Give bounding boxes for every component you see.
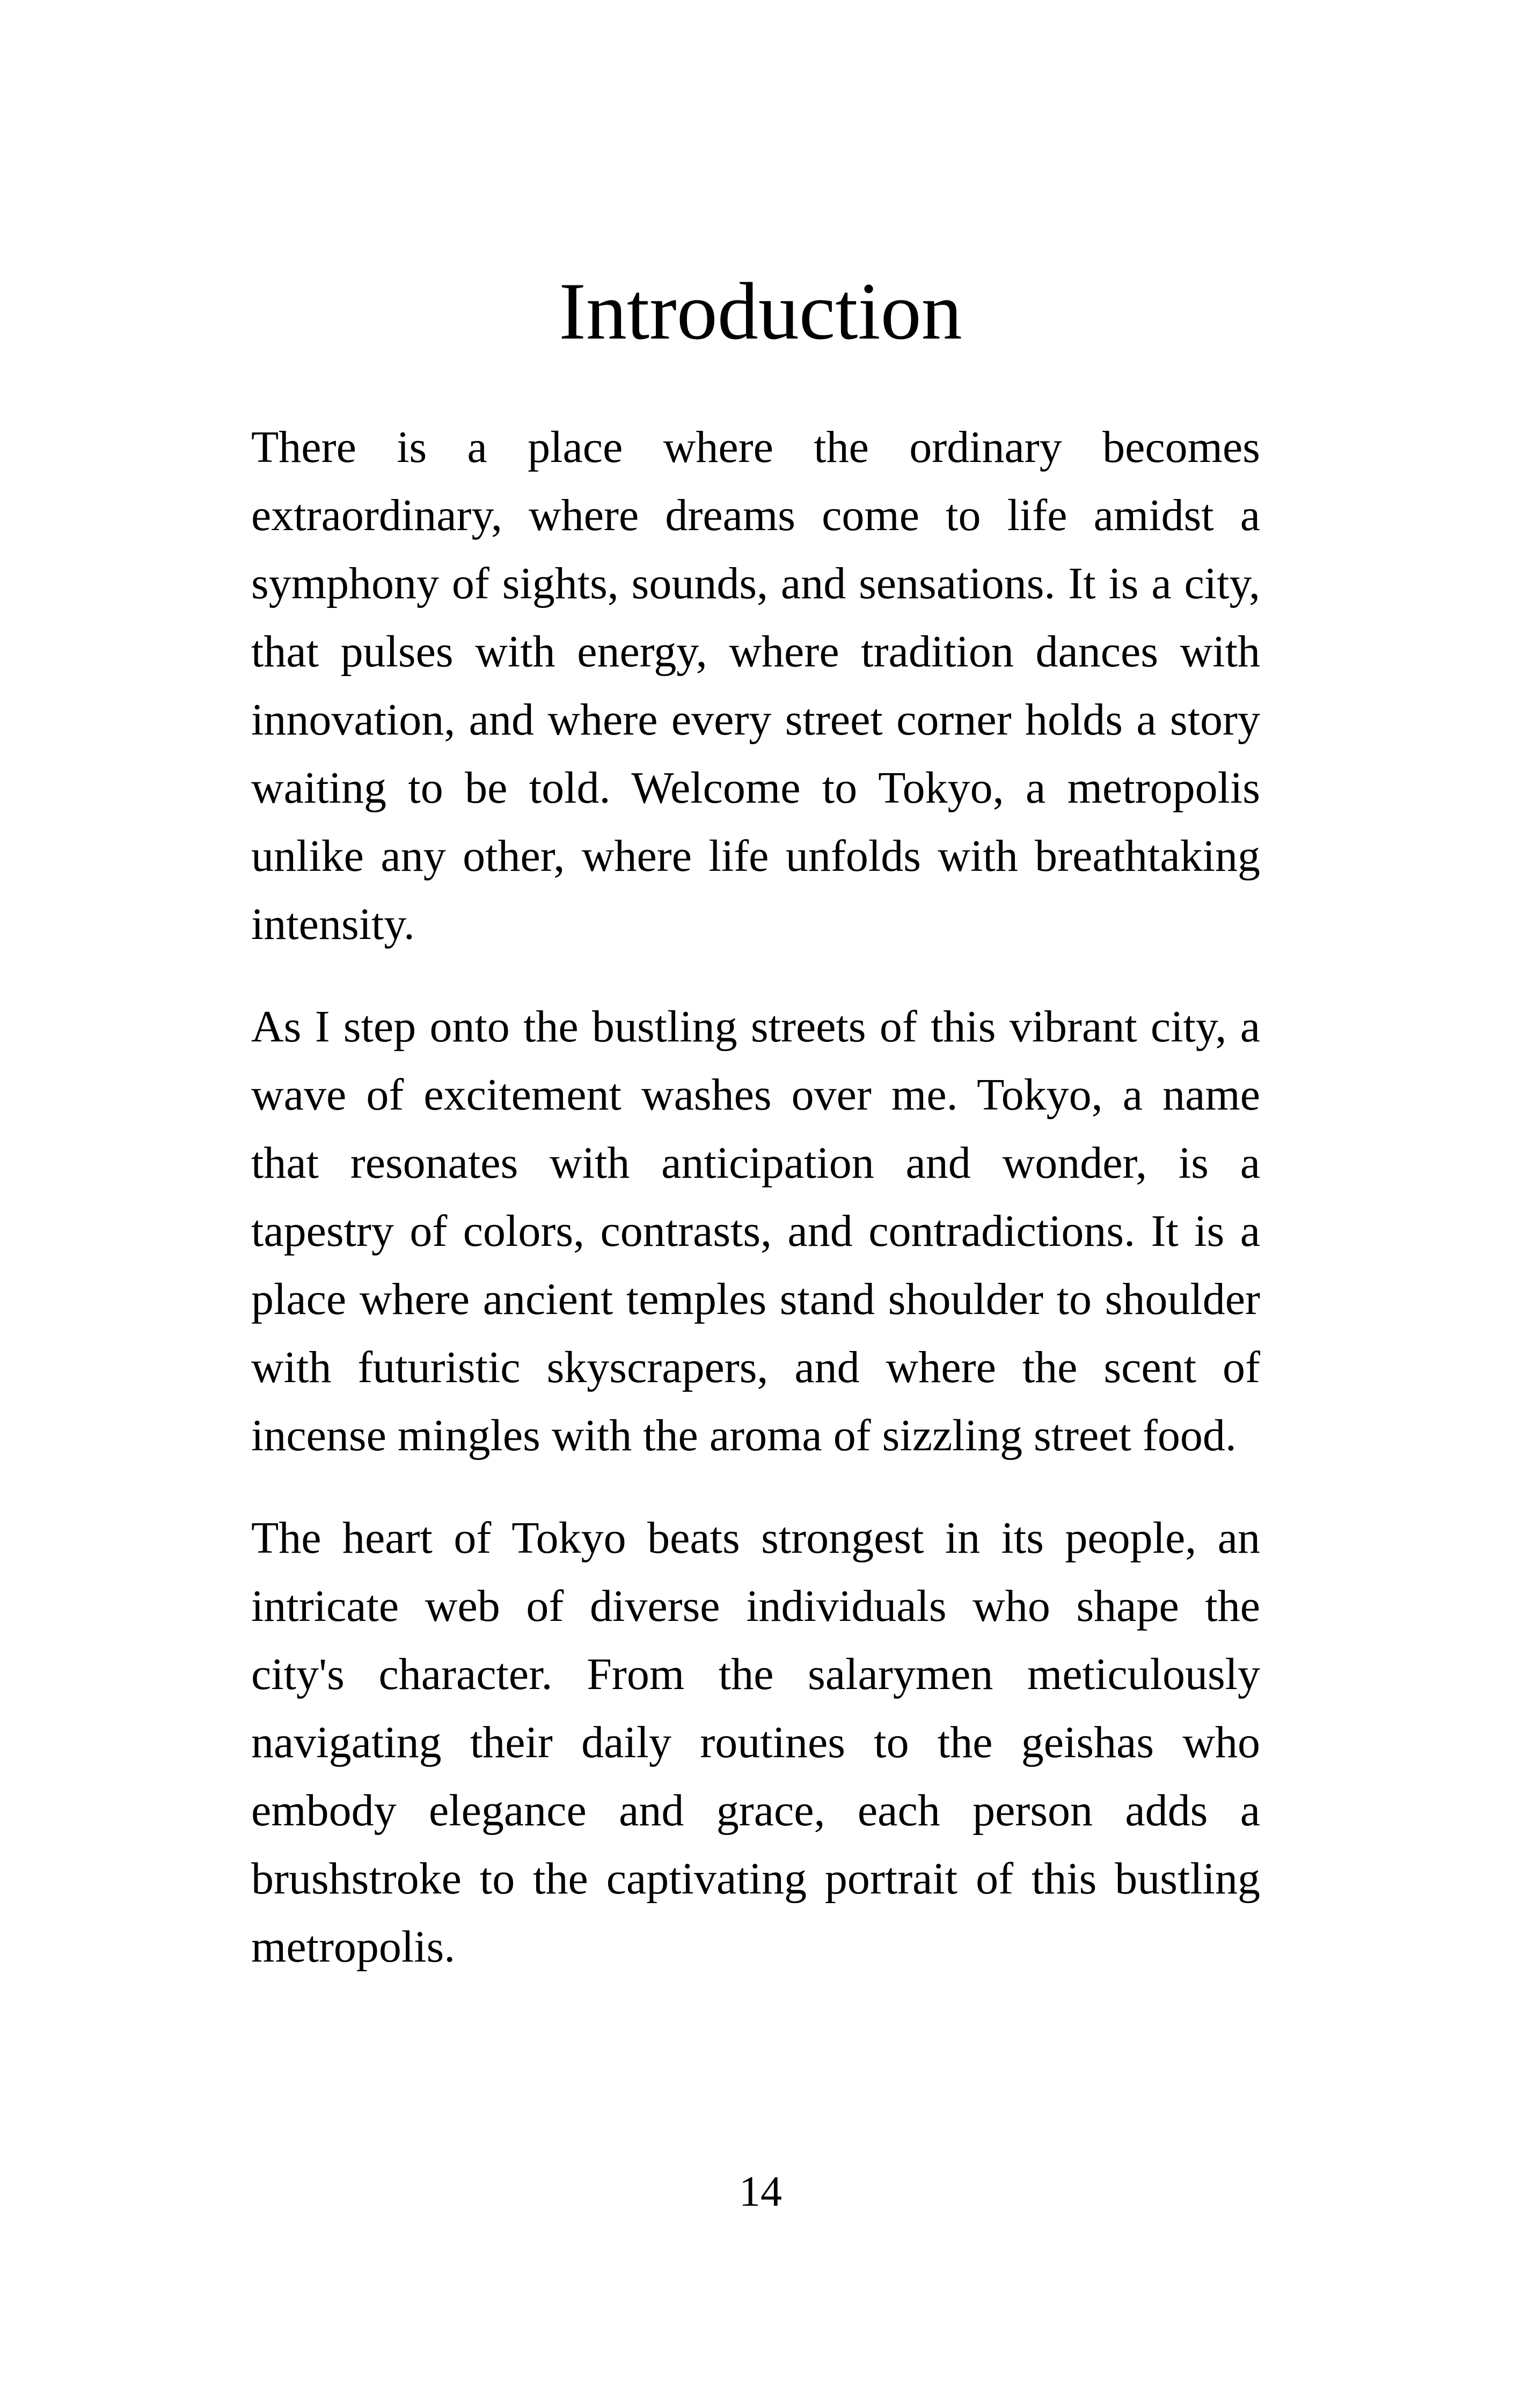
- paragraph-1: There is a place where the ordinary becomes extraordinary, where dreams come to life amidst a symphony of sights, sounds, and sensations. It is a city, that pulses with energy, where tradition dances with innovation, and where every street corner holds a story waiting to be told. Welcome to Tokyo, a metropolis unlike any other, where life unfolds with breathtaking intensity.: [251, 422, 1260, 949]
- page-number: 14: [739, 2168, 782, 2215]
- paragraph-3: The heart of Tokyo beats strongest in its people, an intricate web of diverse individuals who shape the city's character. From the salarymen meticulously navigating their daily routines to the geishas who embody elegance and grace, each person adds a brushstroke to the captivating portrait of this bustling metropolis.: [251, 1513, 1260, 1972]
- paragraph-2: As I step onto the bustling streets of this vibrant city, a wave of excitement washes over me. Tokyo, a name that resonates with anticipation and wonder, is a tapestry of colors, contrasts, and contradictions. It is a place where ancient temples stand shoulder to shoulder with futuristic skyscrapers, and where the scent of incense mingles with the aroma of sizzling street food.: [251, 1002, 1260, 1460]
- body-text: [251, 413, 1260, 2015]
- chapter-title: Introduction: [559, 266, 962, 356]
